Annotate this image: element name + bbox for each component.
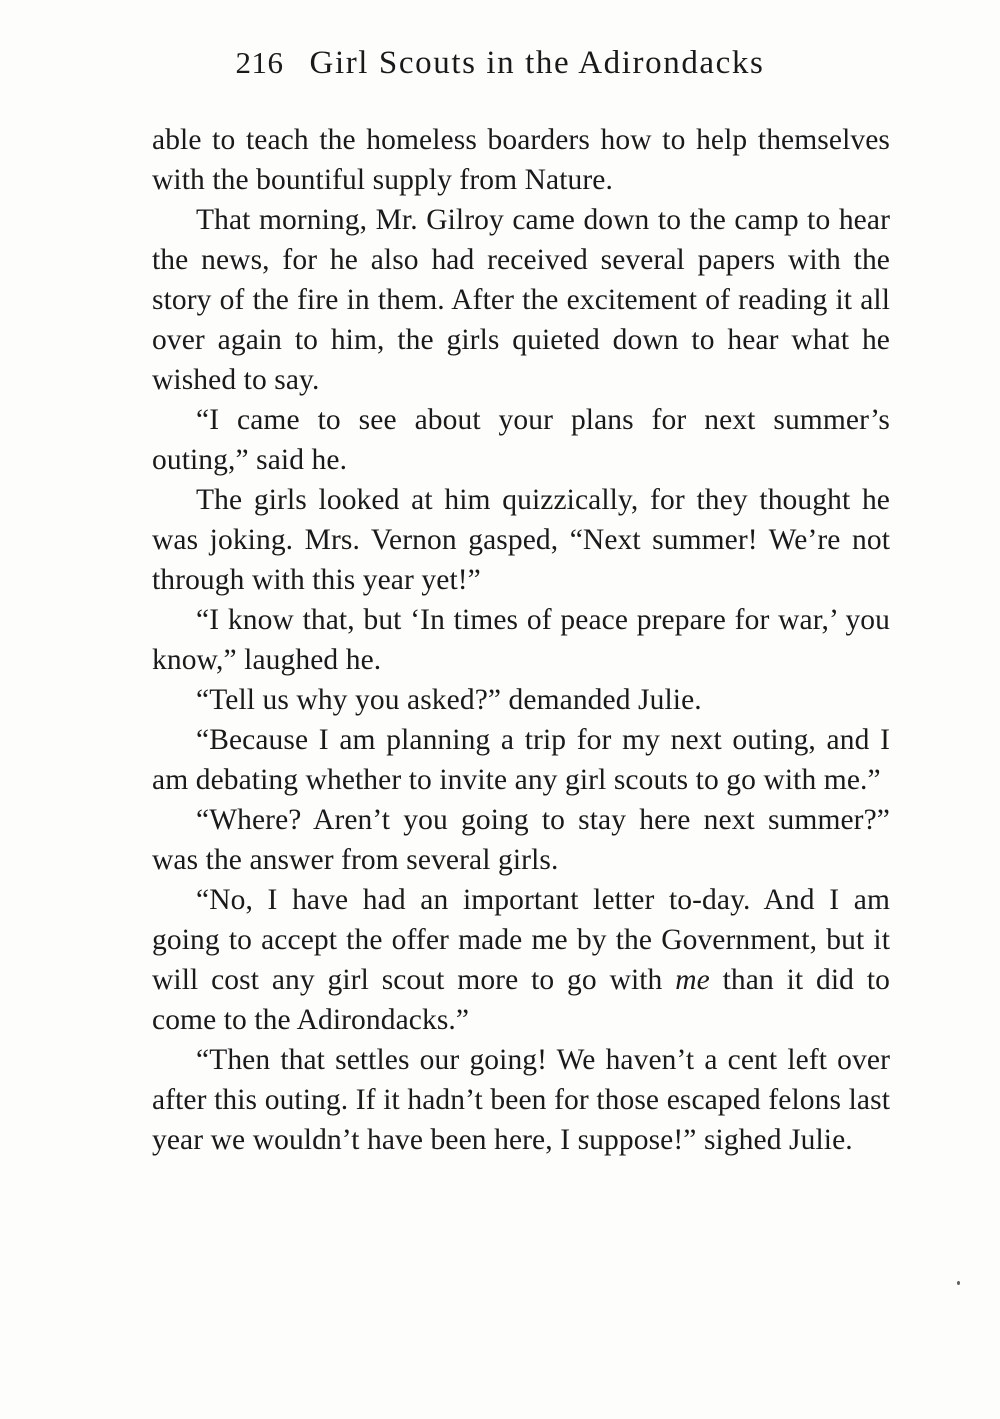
- paragraph: That morning, Mr. Gilroy came down to the camp to hear the news, for he also had received several papers with the story of the fire in them. After the excitement of reading it all over again to him, the girls quieted down to hear what he wished to say.: [152, 204, 890, 396]
- paragraph-segment: “No, I have had an important letter to-day. And I am going to accept the offer made me by the Government, but it will cost any girl scout more to go with: [152, 884, 890, 996]
- paragraph: “Tell us why you asked?” demanded Julie.: [196, 684, 702, 716]
- running-title: Girl Scouts in the Adirondacks: [309, 45, 765, 81]
- paragraph: The girls looked at him quizzically, for they thought he was joking. Mrs. Vernon gasped, “Next summer! We’re not through with this year yet!”: [152, 484, 890, 596]
- page-speck: [957, 1281, 960, 1285]
- paragraph: “Where? Aren’t you going to stay here next summer?” was the answer from several girls.: [152, 804, 890, 876]
- page-body: [152, 120, 890, 1160]
- paragraph: able to teach the homeless boarders how to help themselves with the bountiful supply from Nature.: [152, 124, 890, 196]
- paragraph: “Then that settles our going! We haven’t a cent left over after this outing. If it hadn’t been for those escaped felons last year we wouldn’t have been here, I suppose!” sighed Julie.: [152, 1044, 890, 1156]
- page-number: 216: [235, 45, 284, 80]
- paragraph-segment-italic: me: [675, 964, 710, 996]
- paragraph: “I came to see about your plans for next summer’s outing,” said he.: [152, 404, 890, 476]
- paragraph-with-italic: [152, 880, 890, 1040]
- paragraph: “Because I am planning a trip for my next outing, and I am debating whether to invite any girl scouts to go with me.”: [152, 724, 890, 796]
- paragraph-segment: than it did to come to the Adirondacks.”: [152, 964, 890, 1036]
- paragraph: “I know that, but ‘In times of peace prepare for war,’ you know,” laughed he.: [152, 604, 890, 676]
- page-header: [150, 45, 850, 93]
